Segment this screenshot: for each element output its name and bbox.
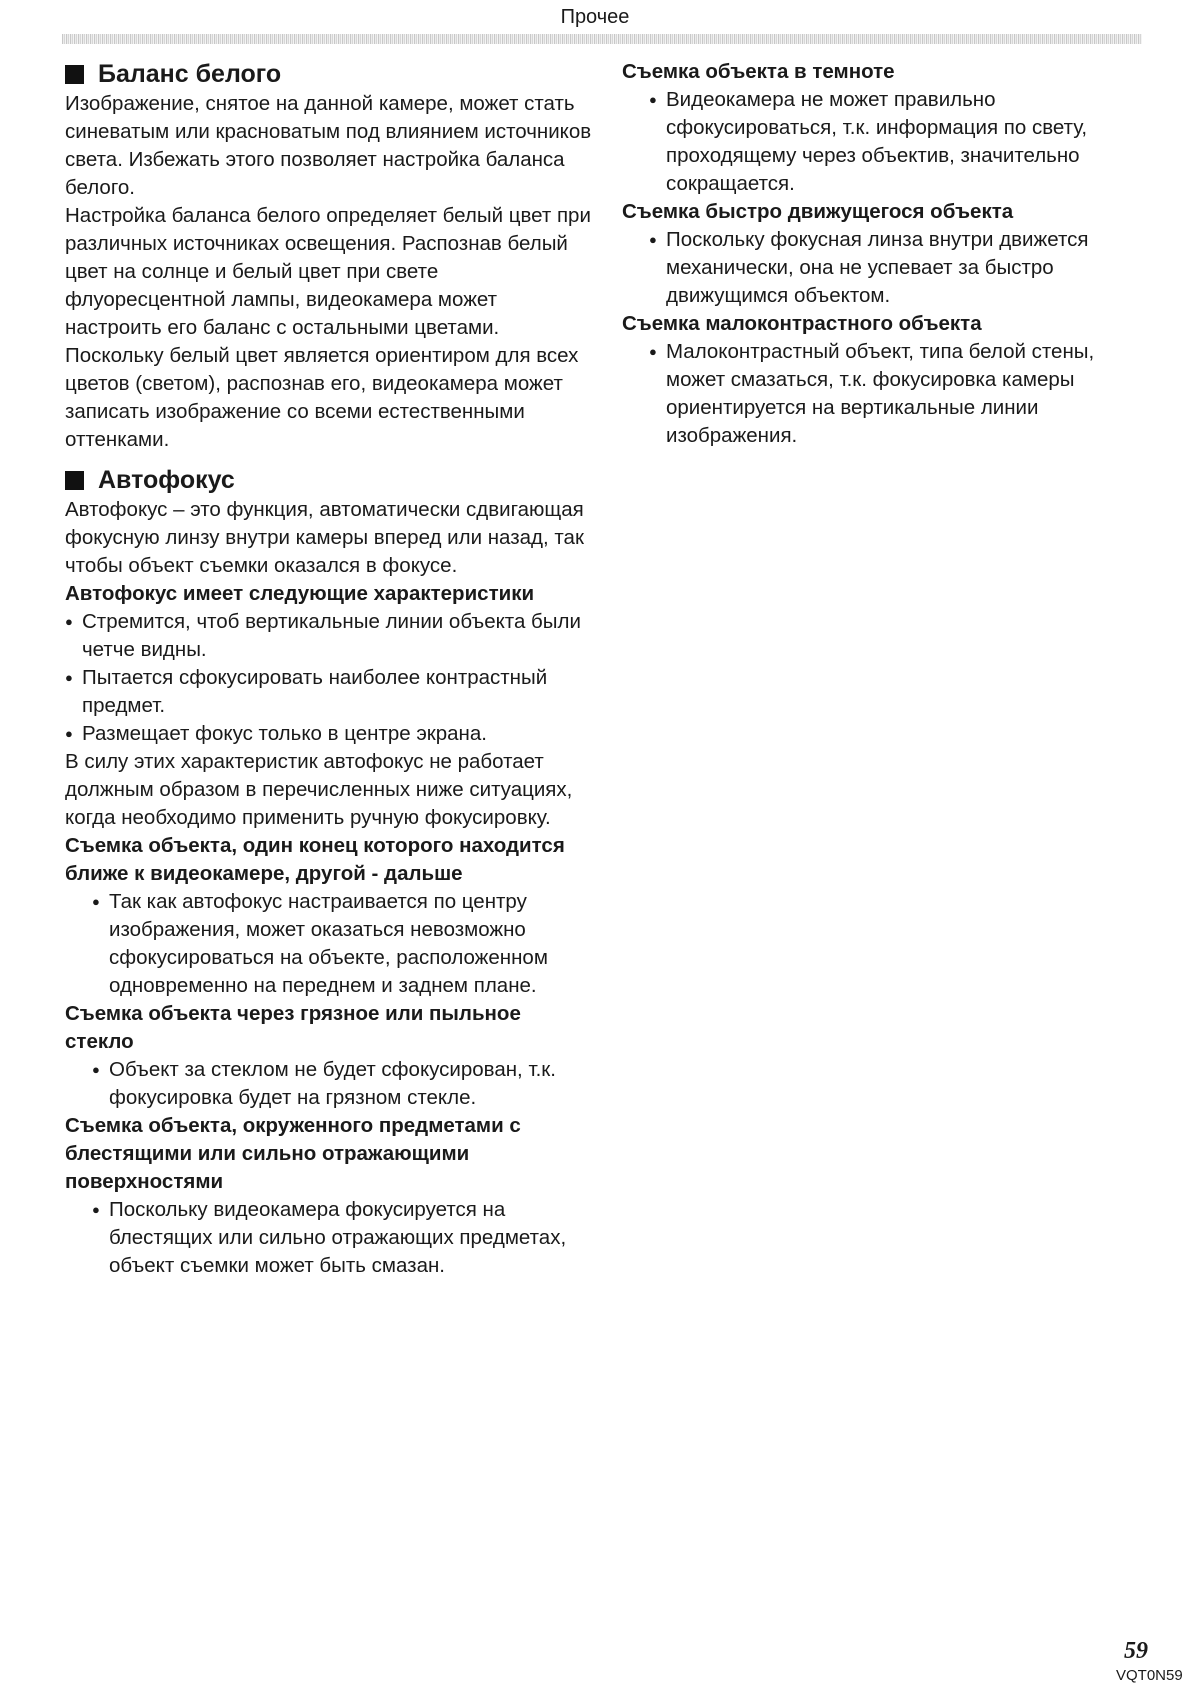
page-number: 59	[1124, 1638, 1148, 1664]
situation-item: ● Малоконтрастный объект, типа белой стены, может смазаться, т.к. фокусировка камеры ориентируется на вертикальные линии изображения.	[649, 338, 1142, 450]
situation-heading: Съемка быстро движущегося объекта	[622, 200, 1014, 223]
situation-item: ● Видеокамера не может правильно сфокусироваться, т.к. информация по свету, проходящему через объектив, значительно сокращается.	[649, 86, 1142, 198]
situation-item: ● Так как автофокус настраивается по центру изображения, может оказаться невозможно сфокусироваться на объекте, расположенном одновременно на переднем и заднем плане.	[92, 888, 595, 1000]
document-code: VQT0N59	[1116, 1667, 1183, 1684]
white-balance-paragraph: Настройка баланса белого определяет белый цвет при различных источниках освещения. Распознав белый цвет на солнце и белый цвет при свете флуоресцентной лампы, видеокамера может настроить его баланс с остальными цветами.	[65, 204, 591, 339]
page-header-title: Прочее	[560, 6, 630, 28]
autofocus-features-heading: Автофокус имеет следующие характеристики	[65, 582, 535, 605]
left-column	[65, 58, 595, 1280]
autofocus-conclusion: В силу этих характеристик автофокус не работает должным образом в перечисленных ниже ситуациях, когда необходимо применить ручную фокусировку.	[65, 750, 573, 829]
autofocus-feature-item: ● Пытается сфокусировать наиболее контрастный предмет.	[65, 664, 595, 720]
situation-heading: Съемка малоконтрастного объекта	[622, 312, 982, 335]
autofocus-feature-item: ● Размещает фокус только в центре экрана.	[65, 720, 595, 748]
situation-item: ● Поскольку фокусная линза внутри движется механически, она не успевает за быстро движущимся объектом.	[649, 226, 1142, 310]
situation-heading: Съемка объекта, окруженного предметами с блестящими или сильно отражающими поверхностями	[65, 1114, 521, 1193]
situation-heading: Съемка объекта в темноте	[622, 60, 895, 83]
white-balance-paragraph: Поскольку белый цвет является ориентиром для всех цветов (светом), распознав его, видеокамера может записать изображение со всеми естественными оттенками.	[65, 344, 579, 451]
autofocus-heading-text: Автофокус	[98, 466, 235, 494]
white-balance-paragraph: Изображение, снятое на данной камере, может стать синеватым или красноватым под влиянием источников света. Избежать этого позволяет настройка баланса белого.	[65, 92, 592, 199]
white-balance-heading	[65, 58, 595, 90]
autofocus-feature-item: ● Стремится, чтоб вертикальные линии объекта были четче видны.	[65, 608, 595, 664]
white-balance-heading-text: Баланс белого	[98, 60, 282, 88]
situation-item: ● Поскольку видеокамера фокусируется на блестящих или сильно отражающих предметах, объект съемки может быть смазан.	[92, 1196, 595, 1280]
header-divider	[62, 34, 1142, 44]
autofocus-heading	[65, 464, 595, 496]
situation-item: ● Объект за стеклом не будет сфокусирован, т.к. фокусировка будет на грязном стекле.	[92, 1056, 595, 1112]
section-square-icon	[65, 471, 84, 490]
section-square-icon	[65, 65, 84, 84]
right-column	[622, 58, 1142, 450]
situation-heading: Съемка объекта, один конец которого находится ближе к видеокамере, другой - дальше	[65, 834, 565, 885]
autofocus-intro: Автофокус – это функция, автоматически сдвигающая фокусную линзу внутри камеры вперед или назад, так чтобы объект съемки оказался в фокусе.	[65, 498, 584, 577]
situation-heading: Съемка объекта через грязное или пыльное стекло	[65, 1002, 521, 1053]
